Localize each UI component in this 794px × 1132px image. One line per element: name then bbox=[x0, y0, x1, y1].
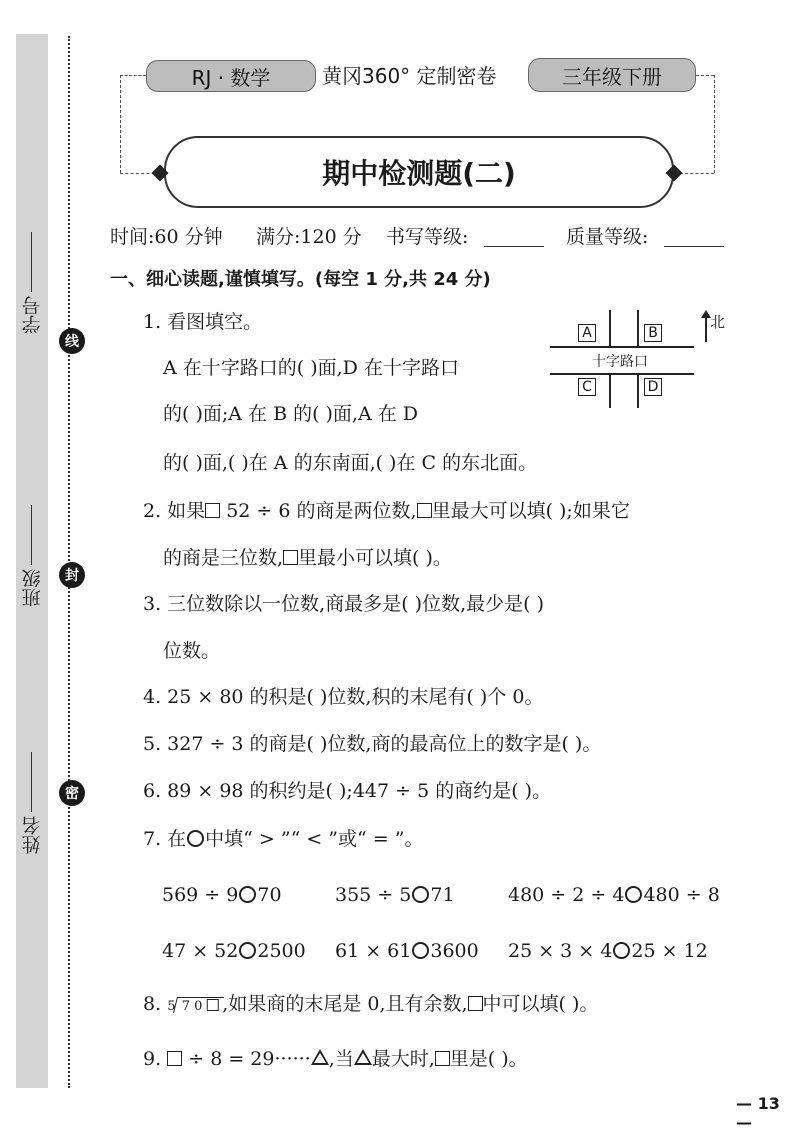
q1-line3: 的( )面;A 在 B 的( )面,A 在 D bbox=[163, 403, 419, 425]
circle-icon bbox=[613, 942, 630, 959]
time-info: 时间:60 分钟 bbox=[110, 226, 223, 248]
compare-item: 355 ÷ 5 71 bbox=[335, 884, 455, 906]
triangle-icon bbox=[354, 1049, 372, 1065]
page-title: 期中检测题(二) bbox=[164, 136, 674, 208]
q5: 5. 327 ÷ 3 的商是( )位数,商的最高位上的数字是( )。 bbox=[143, 733, 602, 755]
q1-line4: 的( )面,( )在 A 的东南面,( )在 C 的东北面。 bbox=[163, 452, 538, 474]
circle-icon bbox=[412, 886, 429, 903]
box-icon bbox=[205, 503, 220, 518]
header-dash bbox=[696, 75, 714, 76]
location-b: B bbox=[644, 324, 662, 342]
series-name: 黄冈360° 定制密卷 bbox=[322, 64, 497, 88]
q2-line1: 2. 如果 52 ÷ 6 的商是两位数, 里最大可以填( );如果它 bbox=[143, 500, 630, 522]
box-icon bbox=[417, 503, 432, 518]
compare-item: 480 ÷ 2 ÷ 4 480 ÷ 8 bbox=[508, 884, 720, 906]
box-icon bbox=[167, 1051, 182, 1066]
location-a: A bbox=[578, 324, 596, 342]
grade-pill: 三年级下册 bbox=[528, 58, 696, 92]
compare-item: 61 × 61 3600 bbox=[335, 940, 479, 962]
crossroad-diagram bbox=[550, 310, 730, 410]
location-c: C bbox=[578, 378, 596, 396]
writing-grade-blank[interactable] bbox=[484, 228, 544, 247]
header-dash bbox=[714, 75, 715, 173]
seal-seal: 封 bbox=[59, 562, 85, 588]
subject-pill: RJ · 数学 bbox=[146, 60, 316, 92]
q1-line2: A 在十字路口的( )面,D 在十字路口 bbox=[163, 357, 459, 379]
box-icon bbox=[435, 1051, 450, 1066]
circle-icon bbox=[239, 886, 256, 903]
north-label: 北 bbox=[710, 313, 726, 331]
q6: 6. 89 × 98 的积约是( );447 ÷ 5 的商约是( )。 bbox=[143, 780, 552, 802]
header-dash bbox=[120, 75, 121, 173]
student-id-label: 学号 bbox=[18, 232, 46, 334]
crossroad-label: 十字路口 bbox=[592, 354, 648, 370]
q7-instruction: 7. 在 中填“ > ”“ < ”或“ = ”。 bbox=[143, 828, 424, 850]
q2-line2: 的商是三位数, 里最小可以填( )。 bbox=[163, 547, 452, 569]
compare-item: 47 × 52 2500 bbox=[162, 940, 306, 962]
box-icon bbox=[468, 996, 483, 1011]
location-d: D bbox=[644, 378, 662, 396]
circle-icon bbox=[187, 830, 204, 847]
circle-icon bbox=[239, 942, 256, 959]
compare-item: 25 × 3 × 4 25 × 12 bbox=[508, 940, 708, 962]
circle-icon bbox=[625, 886, 642, 903]
header-dash bbox=[680, 173, 714, 174]
section-heading: 一、细心读题,谨慎填写。(每空 1 分,共 24 分) bbox=[110, 269, 491, 290]
q3-line1: 3. 三位数除以一位数,商最多是( )位数,最少是( ) bbox=[143, 593, 544, 615]
seal-line: 线 bbox=[59, 328, 85, 354]
quality-grade-blank[interactable] bbox=[664, 228, 724, 247]
circle-icon bbox=[412, 942, 429, 959]
q9: 9. ÷ 8 = 29······ ,当 最大时, 里是( )。 bbox=[143, 1048, 528, 1070]
score-info: 满分:120 分 bbox=[256, 226, 362, 248]
quality-grade-label: 质量等级: bbox=[566, 226, 649, 248]
q4: 4. 25 × 80 的积是( )位数,积的末尾有( )个 0。 bbox=[143, 686, 544, 708]
name-label: 姓名 bbox=[18, 752, 46, 854]
seal-dense: 密 bbox=[59, 780, 85, 806]
box-icon bbox=[207, 999, 219, 1011]
q8: 8. 5 7 0 ,如果商的末尾是 0,且有余数, 中可以填( )。 bbox=[143, 993, 599, 1015]
page-number: — 13 — bbox=[736, 1094, 780, 1132]
writing-grade-label: 书写等级: bbox=[386, 226, 469, 248]
triangle-icon bbox=[311, 1049, 329, 1065]
q1-line1: 1. 看图填空。 bbox=[143, 311, 263, 333]
q3-line2: 位数。 bbox=[163, 640, 221, 662]
box-icon bbox=[283, 550, 298, 565]
compare-item: 569 ÷ 9 70 bbox=[162, 884, 282, 906]
class-label: 班级 bbox=[18, 505, 46, 607]
header-dash bbox=[120, 75, 146, 76]
